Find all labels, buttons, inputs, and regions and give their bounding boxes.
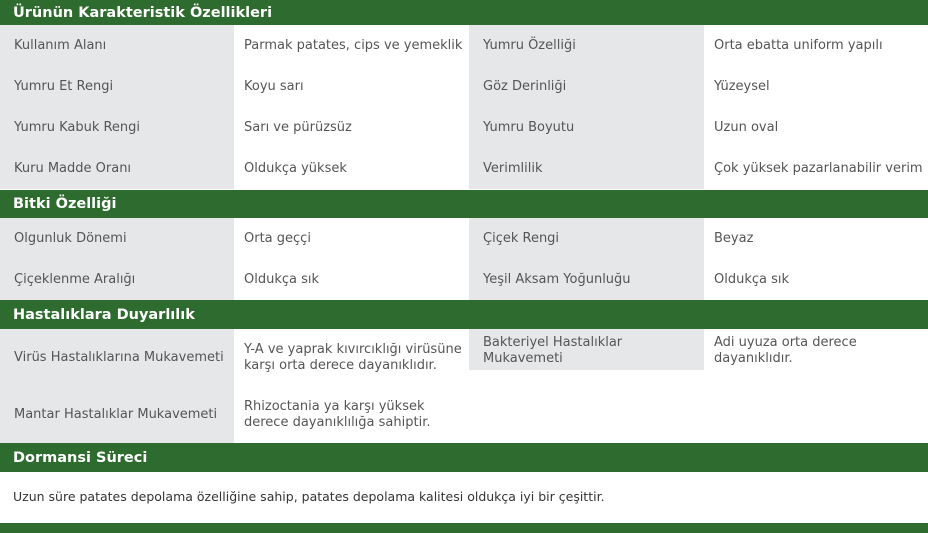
table-row: [0, 329, 928, 386]
table-row: [0, 25, 928, 66]
label-cell: Olgunluk Dönemi: [0, 218, 234, 259]
value-cell: Sarı ve pürüzsüz: [234, 107, 469, 148]
label-cell: Göz Derinliği: [469, 66, 704, 107]
value-cell: Orta geççi: [234, 218, 469, 259]
empty-cell: [704, 386, 928, 443]
value-cell: Oldukça sık: [704, 259, 928, 300]
dormancy-description: Uzun süre patates depolama özelliğine sahip, patates depolama kalitesi oldukça iyi bir çeşittir.: [13, 489, 605, 504]
value-cell: Orta ebatta uniform yapılı: [704, 25, 928, 66]
value-cell: Uzun oval: [704, 107, 928, 148]
section-header-dormancy: [0, 443, 928, 472]
table-row: [0, 148, 928, 189]
value-cell: Koyu sarı: [234, 66, 469, 107]
table-row: [0, 107, 928, 148]
section-title: Bitki Özelliği: [13, 196, 117, 212]
label-cell: Virüs Hastalıklarına Mukavemeti: [0, 329, 234, 386]
disease-sensitivity-table: [0, 329, 928, 443]
label-cell: Mantar Hastalıklar Mukavemeti: [0, 386, 234, 443]
value-cell: Rhizoctania ya karşı yüksek derece dayanıklılığa sahiptir.: [234, 386, 469, 443]
value-cell: Y-A ve yaprak kıvırcıklığı virüsüne karşı orta derece dayanıklıdır.: [234, 329, 469, 386]
section-title: Ürünün Karakteristik Özellikleri: [13, 4, 273, 21]
label-cell: Verimlilik: [469, 148, 704, 189]
section-title: Dormansi Süreci: [13, 449, 148, 466]
section-header-plant-characteristics: [0, 190, 928, 218]
table-row: [0, 218, 928, 259]
label-cell: Yumru Özelliği: [469, 25, 704, 66]
section-title: Hastalıklara Duyarlılık: [13, 306, 195, 323]
table-row: [0, 66, 928, 107]
table-row: [0, 386, 928, 443]
value-cell: Parmak patates, cips ve yemeklik: [234, 25, 469, 66]
label-cell: Bakteriyel Hastalıklar Mukavemeti: [469, 329, 704, 370]
table-row: [0, 259, 928, 300]
product-characteristics-table: [0, 25, 928, 189]
section-header-product-characteristics: [0, 0, 928, 25]
value-cell: Beyaz: [704, 218, 928, 259]
label-cell: Yumru Et Rengi: [0, 66, 234, 107]
next-section-header: [0, 523, 928, 533]
value-cell: Oldukça sık: [234, 259, 469, 300]
label-cell: Kuru Madde Oranı: [0, 148, 234, 189]
label-cell: Çiçek Rengi: [469, 218, 704, 259]
label-cell: Kullanım Alanı: [0, 25, 234, 66]
value-cell: Adi uyuza orta derece dayanıklıdır.: [704, 329, 928, 386]
label-cell: Yumru Boyutu: [469, 107, 704, 148]
label-cell: Yumru Kabuk Rengi: [0, 107, 234, 148]
section-header-disease-sensitivity: [0, 300, 928, 329]
value-cell: Çok yüksek pazarlanabilir verim: [704, 148, 928, 189]
label-cell: Yeşil Aksam Yoğunluğu: [469, 259, 704, 300]
value-cell: Yüzeysel: [704, 66, 928, 107]
empty-cell: [469, 386, 704, 443]
plant-characteristics-table: [0, 218, 928, 300]
value-cell: Oldukça yüksek: [234, 148, 469, 189]
label-cell: Çiçeklenme Aralığı: [0, 259, 234, 300]
